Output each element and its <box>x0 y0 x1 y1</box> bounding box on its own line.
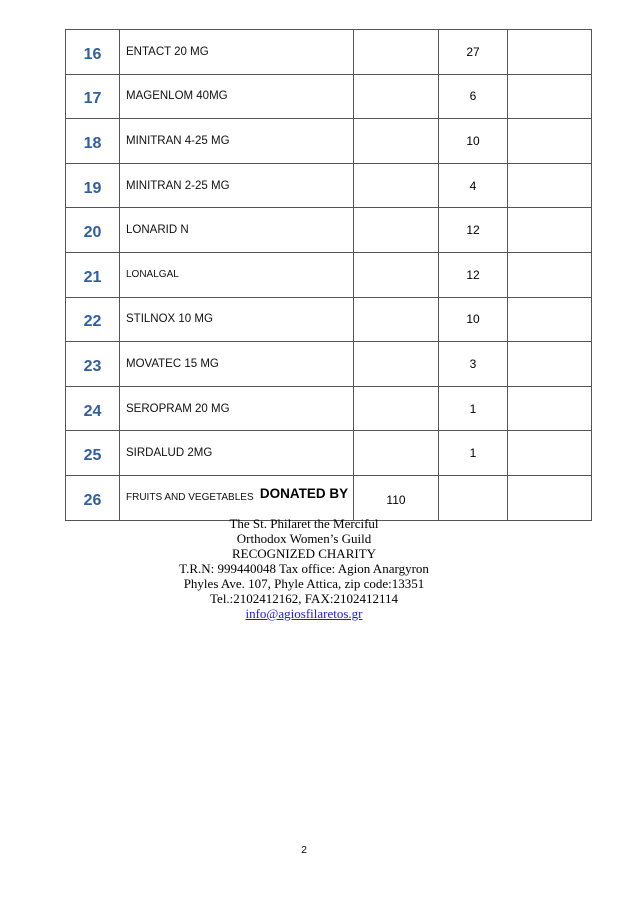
item-col5 <box>508 208 592 253</box>
org-address-line: Phyles Ave. 107, Phyle Attica, zip code:13351 <box>183 576 425 591</box>
item-col3 <box>354 342 439 387</box>
table-row <box>66 163 592 208</box>
row-number: 17 <box>66 74 120 119</box>
item-quantity: 12 <box>439 252 508 297</box>
item-quantity: 1 <box>439 386 508 431</box>
item-col3 <box>354 74 439 119</box>
item-col3 <box>354 252 439 297</box>
item-name: MINITRAN 4-25 MG <box>120 119 354 164</box>
table-row <box>66 74 592 119</box>
row-number: 18 <box>66 119 120 164</box>
table-row <box>66 30 592 75</box>
org-name-line: The St. Philaret the Merciful <box>229 516 379 531</box>
item-col5 <box>508 386 592 431</box>
row-number: 19 <box>66 163 120 208</box>
item-col3 <box>354 119 439 164</box>
item-quantity: 12 <box>439 208 508 253</box>
item-col3 <box>354 386 439 431</box>
row-number: 25 <box>66 431 120 476</box>
item-name: STILNOX 10 MG <box>120 297 354 342</box>
org-phone-line: Tel.:2102412162, FAX:2102412114 <box>210 591 398 606</box>
item-name: ENTACT 20 MG <box>120 30 354 75</box>
table-row <box>66 342 592 387</box>
item-col3 <box>354 431 439 476</box>
item-quantity: 10 <box>439 119 508 164</box>
item-col5 <box>508 74 592 119</box>
item-quantity: 1 <box>439 431 508 476</box>
organization-info <box>0 516 608 621</box>
org-tax-line: T.R.N: 999440048 Tax office: Agion Anargyron <box>179 561 429 576</box>
item-name: FRUITS AND VEGETABLES <box>120 475 354 520</box>
item-name: SIRDALUD 2MG <box>120 431 354 476</box>
donated-by-heading: DONATED BY <box>259 486 349 501</box>
row-number: 22 <box>66 297 120 342</box>
row-number: 21 <box>66 252 120 297</box>
item-quantity: 27 <box>439 30 508 75</box>
item-quantity: 4 <box>439 163 508 208</box>
item-col5 <box>508 30 592 75</box>
row-number: 16 <box>66 30 120 75</box>
table-row <box>66 386 592 431</box>
item-col5 <box>508 163 592 208</box>
table-row <box>66 297 592 342</box>
item-name: MAGENLOM 40MG <box>120 74 354 119</box>
item-col5 <box>508 119 592 164</box>
item-col3 <box>354 30 439 75</box>
item-col5 <box>508 252 592 297</box>
page-number: 2 <box>301 844 307 856</box>
table-row <box>66 252 592 297</box>
table-row <box>66 431 592 476</box>
row-number: 23 <box>66 342 120 387</box>
table-row <box>66 208 592 253</box>
table-row <box>66 119 592 164</box>
item-col5 <box>508 342 592 387</box>
item-quantity: 10 <box>439 297 508 342</box>
item-name: SEROPRAM 20 MG <box>120 386 354 431</box>
item-name: MINITRAN 2-25 MG <box>120 163 354 208</box>
item-quantity: 6 <box>439 74 508 119</box>
org-guild-line: Orthodox Women’s Guild <box>236 531 372 546</box>
item-col5 <box>508 431 592 476</box>
item-name: LONALGAL <box>120 252 354 297</box>
row-number: 20 <box>66 208 120 253</box>
item-col3 <box>354 163 439 208</box>
item-name: LONARID N <box>120 208 354 253</box>
email-link[interactable]: info@agiosfilaretos.gr <box>245 606 363 621</box>
items-table <box>65 29 592 521</box>
item-col3 <box>354 208 439 253</box>
row-number: 24 <box>66 386 120 431</box>
item-name: MOVATEC 15 MG <box>120 342 354 387</box>
row-number: 26 <box>66 475 120 520</box>
org-charity-line: RECOGNIZED CHARITY <box>231 546 377 561</box>
item-quantity: 3 <box>439 342 508 387</box>
item-col3: 110 <box>354 475 439 520</box>
item-col5 <box>508 297 592 342</box>
item-col3 <box>354 297 439 342</box>
